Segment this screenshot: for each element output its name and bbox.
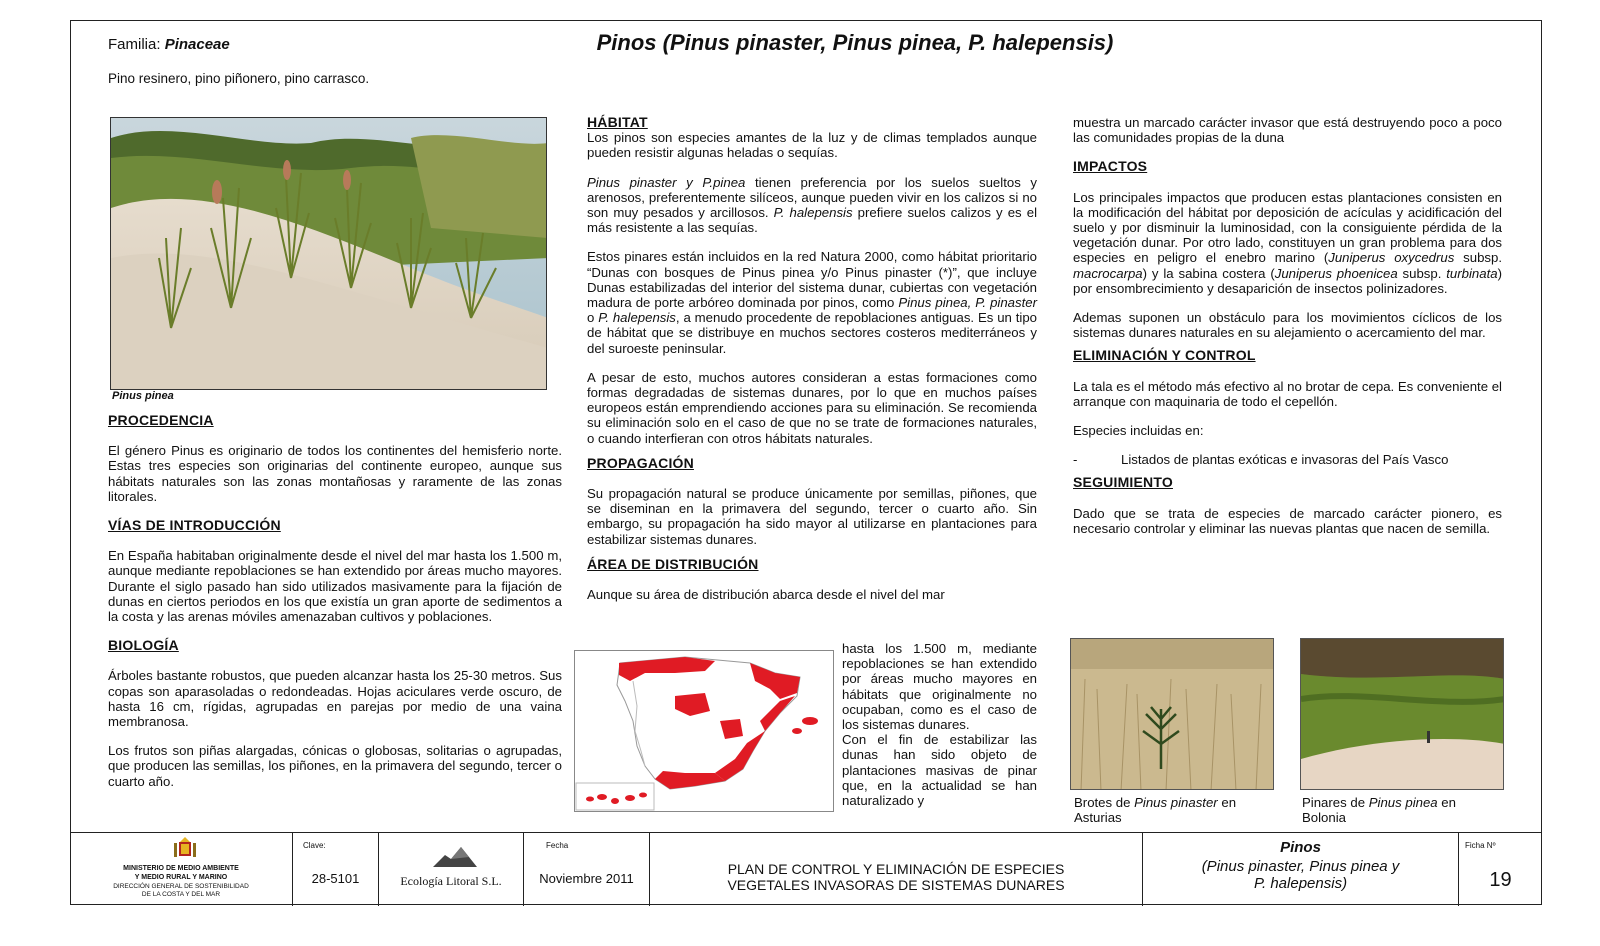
area-heading: ÁREA DE DISTRIBUCIÓN xyxy=(587,555,759,572)
seguimiento-text: Dado que se trata de especies de marcado carácter pionero, es necesario controlar y eliminar las nuevas plantas que nacen de semilla. xyxy=(1073,505,1502,536)
column-left xyxy=(108,413,562,803)
photo-bolonia-caption: Pinares de Pinus pinea en Bolonia xyxy=(1302,795,1456,825)
vias-text: En España habitaban originalmente desde el nivel del mar hasta los 1.500 m, aunque mediante repoblaciones se han extendido por áreas mucho mayores. Durante el siglo pasado han sido utilizados masivamente para la fijación de dunas en ciertos periodos en los que existía un gran aporte de sedimentos a la costa y las arenas móviles amenazaban cultivos y poblaciones. xyxy=(108,548,562,625)
biologia-heading: BIOLOGÍA xyxy=(108,637,179,654)
clave-value: 28-5101 xyxy=(311,871,360,886)
company-cell: Ecología Litoral S.L. xyxy=(379,833,524,906)
family-value: Pinaceae xyxy=(164,36,230,53)
eliminacion-text: La tala es el método más efectivo al no brotar de cepa. Es conveniente el arranque con maquinaria de todo el cepellón. xyxy=(1073,378,1502,409)
coat-of-arms-icon xyxy=(172,837,198,859)
common-names: Pino resinero, pino piñonero, pino carrasco. xyxy=(108,71,370,86)
habitat-text-4: A pesar de esto, muchos autores consideran a estas formaciones como formas degradadas de sistemas dunares, por lo que en muchos países europeos están emprendiendo acciones para su eliminación. Se recomienda su eliminación solo en el caso de que no se trate de formaciones naturales, o cuando interfieran con otros hábitats naturales. xyxy=(587,369,1037,446)
ficha-value: 19 xyxy=(1489,869,1512,891)
main-photo-caption: Pinus pinea xyxy=(112,390,174,402)
column-middle xyxy=(587,115,1037,616)
propagacion-heading: PROPAGACIÓN xyxy=(587,454,694,471)
species-cell: Pinos (Pinus pinaster, Pinus pinea y P. halepensis) xyxy=(1143,833,1459,906)
clave-cell: Clave: 28-5101 xyxy=(293,833,379,906)
biologia-text-2: Los frutos son piñas alargadas, cónicas o globosas, solitarias o agrupadas, que producen las semillas, los piñones, en la primavera del segundo, tercer o cuarto año. xyxy=(108,743,562,789)
habitat-text-2: Pinus pinaster y P.pinea tienen preferencia por los suelos sueltos y arenosos, preferentemente silíceos, aunque pueden vivir en los calizos si no son muy pesados y arcillosos. P. halepensis prefiere suelos calizos y es el más resistente a las sequías. xyxy=(587,174,1037,236)
habitat-text-1: Los pinos son especies amantes de la luz y de climas templados aunque pueden resistir algunas heladas o sequías. xyxy=(587,130,1037,161)
list-item: - Listados de plantas exóticas e invasoras del País Vasco xyxy=(1073,452,1449,468)
area-lead: Aunque su área de distribución abarca desde el nivel del mar xyxy=(587,587,945,603)
habitat-text-3: Estos pinares están incluidos en la red Natura 2000, como hábitat prioritario “Dunas con bosques de Pinus pinea y/o Pinus pinaster (*)”, que incluye Dunas estabilizadas del interior del sistema dunar, cubiertas con vegetación madura de porte arbóreo dominada por pinos, como Pinus pinea, P. pinaster o P. halepensis, a menudo procedente de repoblaciones antiguas. Es un tipo de hábitat que se distribuye en muchos sectores costeros mediterráneos y del suroeste peninsular. xyxy=(587,249,1038,356)
biologia-text-1: Árboles bastante robustos, que pueden alcanzar hasta los 25-30 metros. Sus copas son aparasoladas o redondeadas. Hojas aciculares verde oscuro, de hasta 16 cm, rígidas, agrupadas en parejas por medio de una vaina membranosa. xyxy=(108,668,562,730)
impactos-text-1: Los principales impactos que producen estas plantaciones consisten en la modificación del hábitat por deposición de acículas y acidificación del suelo y por disminuir la luminosidad, con la consiguiente pérdida de la vegetación dunar. Por otro lado, constituyen un gran problema para dos especies en peligro el enebro marino (Juniperus oxycedrus subsp. macrocarpa) y la sabina costera (Juniperus phoenicea subsp. turbinata) por ensombrecimiento y desaparición de insectos polinizadores. xyxy=(1073,189,1502,296)
photo-asturias-caption: Brotes de Pinus pinaster en Asturias xyxy=(1074,795,1237,825)
propagacion-text: Su propagación natural se produce únicamente por semillas, piñones, que se diseminan en la primavera del segundo, tercer o cuarto año. Sin embargo, su propagación ha sido mayor al utilizarse en plantaciones para estabilizar sistemas dunares. xyxy=(587,486,1037,547)
photo-asturias xyxy=(1070,638,1274,790)
vias-heading: VÍAS DE INTRODUCCIÓN xyxy=(108,517,281,534)
seguimiento-heading: SEGUIMIENTO xyxy=(1073,474,1173,491)
ficha-cell: Ficha Nº 19 xyxy=(1459,833,1542,906)
ministry-cell: MINISTERIO DE MEDIO AMBIENTE Y MEDIO RURAL Y MARINO DIRECCIÓN GENERAL DE SOSTENIBILIDAD DE LA COSTA Y DEL MAR xyxy=(70,833,293,906)
family-line: Familia: Pinaceae xyxy=(108,36,230,53)
fecha-cell: Fecha Noviembre 2011 xyxy=(524,833,650,906)
col3-intro: muestra un marcado carácter invasor que está destruyendo poco a poco las comunidades propias de la duna xyxy=(1073,115,1502,146)
main-photo xyxy=(110,117,547,390)
page-title: Pinos (Pinus pinaster, Pinus pinea, P. halepensis) xyxy=(596,30,1114,55)
impactos-text-2: Ademas suponen un obstáculo para los movimientos cíclicos de los sistemas dunares naturales en su alejamiento o acercamiento del mar. xyxy=(1073,310,1502,341)
area-side-text: hasta los 1.500 m, mediante repoblaciones se han extendido por áreas mucho mayores en hábitats que originalmente no ocupaban, como es el caso de los sistemas dunares. Con el fin de estabilizar las dunas han sido objeto de plantaciones masivas de pinar que, en la actualidad se han naturalizado y xyxy=(842,641,1037,809)
fecha-value: Noviembre 2011 xyxy=(539,871,634,886)
column-right xyxy=(1073,115,1502,550)
plan-cell: PLAN DE CONTROL Y ELIMINACIÓN DE ESPECIES VEGETALES INVASORAS DE SISTEMAS DUNARES xyxy=(650,833,1143,906)
especies-incluidas: Especies incluidas en: xyxy=(1073,423,1204,439)
impactos-heading: IMPACTOS xyxy=(1073,158,1148,175)
habitat-heading: HÁBITAT xyxy=(587,114,648,130)
eliminacion-heading: ELIMINACIÓN Y CONTROL xyxy=(1073,347,1256,364)
footer xyxy=(70,832,1542,905)
procedencia-text: El género Pinus es originario de todos los continentes del hemisferio norte. Estas tres especies son originarias del continente europeo, aunque sus hábitats naturales son las zonas montañosas y raramente de las zonas litorales. xyxy=(108,443,562,504)
procedencia-heading: PROCEDENCIA xyxy=(108,412,214,428)
company-logo-icon xyxy=(431,843,479,869)
distribution-map xyxy=(574,650,834,812)
photo-bolonia xyxy=(1300,638,1504,790)
